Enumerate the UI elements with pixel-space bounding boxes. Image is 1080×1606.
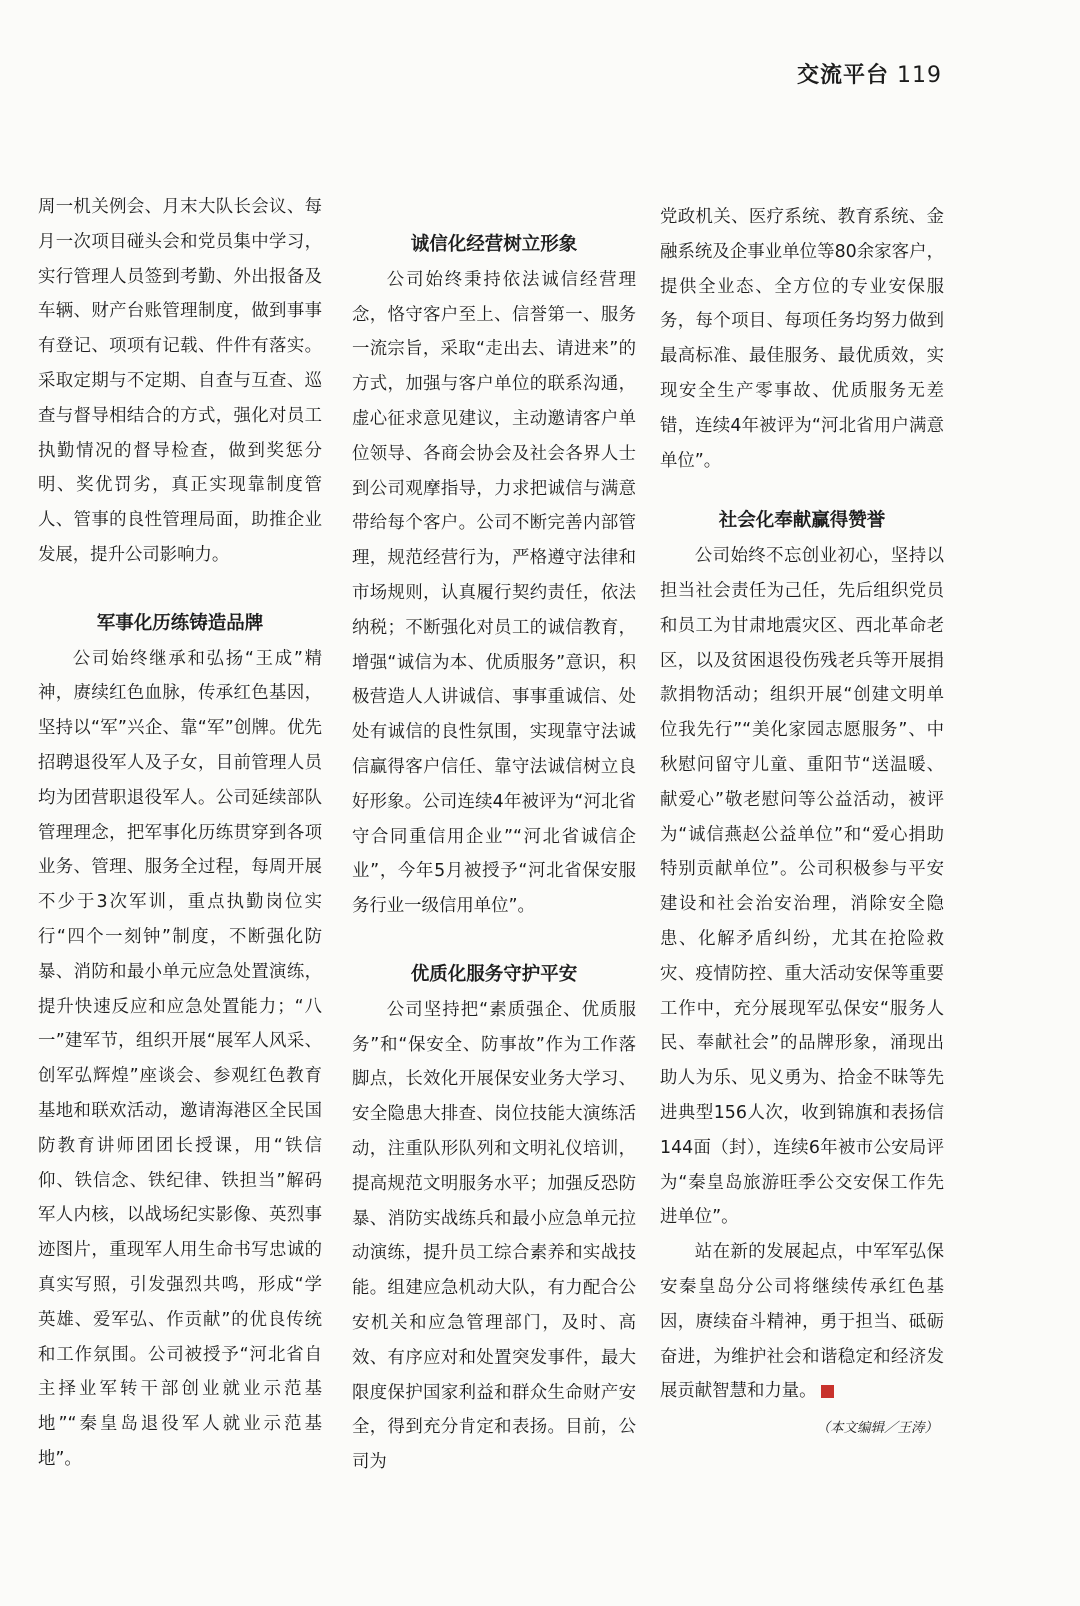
paragraph-closing	[660, 1235, 944, 1409]
column-3	[660, 200, 944, 1446]
paragraph: 公司始终继承和弘扬“王成”精神，赓续红色血脉，传承红色基因，坚持以“军”兴企、靠“军”创牌。优先招聘退役军人及子女，目前管理人员均为团营职退役军人。公司延续部队管理理念，把军事化历练贯穿到各项业务、管理、服务全过程，每周开展不少于3次军训，重点执勤岗位实行“四个一刻钟”制度，不断强化防暴、消防和最小单元应急处置演练，提升快速反应和应急处置能力；“八一”建军节，组织开展“展军人风采、创军弘辉煌”座谈会、参观红色教育基地和联欢活动，邀请海港区全民国防教育讲师团团长授课，用“铁信仰、铁信念、铁纪律、铁担当”解码军人内核，以战场纪实影像、英烈事迹图片，重现军人用生命书写忠诚的真实写照，引发强烈共鸣，形成“学英雄、爱军弘、作贡献”的优良传统和工作氛围。公司被授予“河北省自主择业军转干部创业就业示范基地”“秦皇岛退役军人就业示范基地”。	[38, 648, 322, 1469]
page-number: 119	[897, 63, 942, 88]
paragraph: 公司坚持把“素质强企、优质服务”和“保安全、防事故”作为工作落脚点，长效化开展保安业务大学习、安全隐患大排查、岗位技能大演练活动，注重队形队列和文明礼仪培训，提高规范文明服务水平；加强反恐防暴、消防实战练兵和最小应急单元拉动演练，提升员工综合素养和实战技能。组建应急机动大队，有力配合公安机关和应急管理部门，及时、高效、有序应对和处置突发事件，最大限度保护国家利益和群众生命财产安全，得到充分肯定和表扬。目前，公司为	[352, 999, 636, 1473]
end-mark-icon	[821, 1385, 834, 1398]
section-heading: 诚信化经营树立形象	[410, 234, 578, 255]
section-heading: 优质化服务守护平安	[410, 963, 578, 985]
section-heading: 军事化历练铸造品牌	[96, 612, 264, 634]
column-1	[38, 190, 322, 1477]
column-2	[352, 228, 636, 1480]
paragraph: 党政机关、医疗系统、教育系统、金融系统及企事业单位等80余家客户，提供全业态、全方位的专业安保服务，每个项目、每项任务均努力做到最高标准、最佳服务、最优质效，实现安全生产零事故、优质服务无差错，连续4年被评为“河北省用户满意单位”。	[660, 207, 944, 471]
section-heading: 社会化奉献赢得赞誉	[718, 510, 886, 532]
editor-credit: （本文编辑／王涛）	[816, 1420, 938, 1437]
section-title: 交流平台	[796, 63, 889, 88]
paragraph: 公司始终秉持依法诚信经营理念，恪守客户至上、信誉第一、服务一流宗旨，采取“走出去、请进来”的方式，加强与客户单位的联系沟通，虚心征求意见建议，主动邀请客户单位领导、各商会协会及社会各界人士到公司观摩指导，力求把诚信与满意带给每个客户。公司不断完善内部管理，规范经营行为，严格遵守法律和市场规则，认真履行契约责任，依法纳税；不断强化对员工的诚信教育，增强“诚信为本、优质服务”意识，积极营造人人讲诚信、事事重诚信、处处有诚信的良性氛围，实现靠守法诚信赢得客户信任、靠守法诚信树立良好形象。公司连续4年被评为“河北省守合同重信用企业”“河北省诚信企业”，今年5月被授予“河北省保安服务行业一级信用单位”。	[352, 269, 636, 917]
paragraph: 周一机关例会、月末大队长会议、每月一次项目碰头会和党员集中学习，实行管理人员签到考勤、外出报备及车辆、财产台账管理制度，做到事事有登记、项项有记载、件件有落实。采取定期与不定期、自查与互查、巡查与督导相结合的方式，强化对员工执勤情况的督导检查，做到奖惩分明、奖优罚劣，真正实现靠制度管人、管事的良性管理局面，助推企业发展，提升公司影响力。	[38, 197, 322, 565]
page-header	[797, 58, 942, 89]
closing-text: 站在新的发展起点，中军军弘保安秦皇岛分公司将继续传承红色基因，赓续奋斗精神，勇于担当、砥砺奋进，为维护社会和谐稳定和经济发展贡献智慧和力量。	[660, 1242, 944, 1402]
paragraph: 公司始终不忘创业初心，坚持以担当社会责任为己任，先后组织党员和员工为甘肃地震灾区、西北革命老区，以及贫困退役伤残老兵等开展捐款捐物活动；组织开展“创建文明单位我先行”“美化家园志愿服务”、中秋慰问留守儿童、重阳节“送温暖、献爱心”敬老慰问等公益活动，被评为“诚信燕赵公益单位”和“爱心捐助特别贡献单位”。公司积极参与平安建设和社会治安治理，消除安全隐患、化解矛盾纠纷，尤其在抢险救灾、疫情防控、重大活动安保等重要工作中，充分展现军弘保安“服务人民、奉献社会”的品牌形象，涌现出助人为乐、见义勇为、拾金不昧等先进典型156人次，收到锦旗和表扬信144面（封），连续6年被市公安局评为“秦皇岛旅游旺季公交安保工作先进单位”。	[660, 546, 944, 1228]
